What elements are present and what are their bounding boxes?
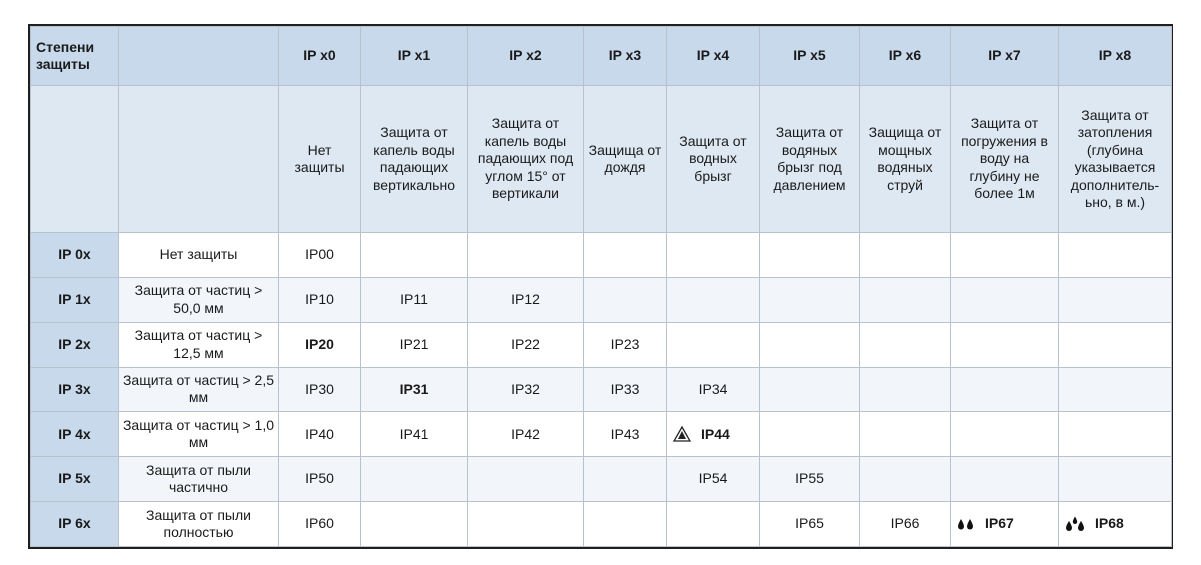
table-cell: IP22	[468, 322, 584, 367]
table-cell	[667, 322, 760, 367]
row-header: IP 2x	[31, 322, 119, 367]
blank-desc-cell	[119, 86, 279, 233]
row-header: IP 0x	[31, 233, 119, 278]
table-cell-highlight: IP20	[279, 322, 361, 367]
table-cell	[1059, 457, 1172, 502]
table-cell: IP21	[361, 322, 468, 367]
table-cell	[760, 367, 860, 412]
table-cell: IP30	[279, 367, 361, 412]
table-cell: IP66	[860, 502, 951, 547]
table-cell: IP65	[760, 502, 860, 547]
row-header: IP 4x	[31, 412, 119, 457]
table-row	[31, 367, 1172, 412]
table-cell	[1059, 412, 1172, 457]
table-cell	[760, 277, 860, 322]
table-cell	[1059, 277, 1172, 322]
col-header: IP x6	[860, 27, 951, 86]
table-cell-highlight	[1059, 502, 1172, 547]
table-cell: IP10	[279, 277, 361, 322]
cell-text: IP68	[1095, 515, 1124, 532]
table-cell	[1059, 322, 1172, 367]
table-cell	[361, 233, 468, 278]
col-description: Защища от мощных водяных струй	[860, 86, 951, 233]
cell-text: IP44	[701, 425, 730, 442]
table-cell	[951, 322, 1059, 367]
table-cell-highlight: IP31	[361, 367, 468, 412]
table-cell	[760, 322, 860, 367]
table-cell: IP00	[279, 233, 361, 278]
row-description: Защита от частиц > 50,0 мм	[119, 277, 279, 322]
row-description: Защита от пыли частично	[119, 457, 279, 502]
table-cell	[860, 367, 951, 412]
table-cell	[1059, 233, 1172, 278]
table-cell	[860, 457, 951, 502]
row-description: Защита от частиц > 12,5 мм	[119, 322, 279, 367]
table-cell: IP12	[468, 277, 584, 322]
col-description: Защища от дождя	[584, 86, 667, 233]
table-cell	[584, 233, 667, 278]
table-cell: IP60	[279, 502, 361, 547]
table-row	[31, 233, 1172, 278]
table-cell	[860, 322, 951, 367]
table-cell	[760, 412, 860, 457]
col-header: IP x2	[468, 27, 584, 86]
table-cell	[860, 412, 951, 457]
row-header: IP 5x	[31, 457, 119, 502]
table-cell: IP50	[279, 457, 361, 502]
row-header: IP 6x	[31, 502, 119, 547]
table-row	[31, 502, 1172, 547]
table-cell: IP42	[468, 412, 584, 457]
table-cell: IP54	[667, 457, 760, 502]
table-row	[31, 412, 1172, 457]
table-cell	[760, 233, 860, 278]
col-description: Защита от водяных брызг под давлением	[760, 86, 860, 233]
table-cell: IP55	[760, 457, 860, 502]
col-description: Защита от погружения в воду на глубину не более 1м	[951, 86, 1059, 233]
table-cell: IP40	[279, 412, 361, 457]
blank-header	[119, 27, 279, 86]
row-description: Защита от частиц > 2,5 мм	[119, 367, 279, 412]
table-cell: IP43	[584, 412, 667, 457]
col-header: IP x4	[667, 27, 760, 86]
water-drops-icon	[957, 517, 975, 531]
table-cell	[361, 502, 468, 547]
header-row	[31, 27, 1172, 86]
table-cell: IP11	[361, 277, 468, 322]
col-header: IP x8	[1059, 27, 1172, 86]
col-description: Нет защиты	[279, 86, 361, 233]
table-cell	[951, 457, 1059, 502]
table-cell: IP34	[667, 367, 760, 412]
ip-protection-table-frame	[28, 24, 1173, 549]
col-description: Защита от затопления (глубина указывается дополнитель-ьно, в м.)	[1059, 86, 1172, 233]
col-header: IP x3	[584, 27, 667, 86]
col-header: IP x7	[951, 27, 1059, 86]
table-cell: IP33	[584, 367, 667, 412]
table-cell	[468, 502, 584, 547]
water-drops-triple-icon	[1065, 516, 1085, 532]
table-row	[31, 277, 1172, 322]
table-cell	[951, 412, 1059, 457]
blank-desc-cell	[31, 86, 119, 233]
table-cell	[468, 457, 584, 502]
cell-text: IP67	[985, 515, 1014, 532]
row-header: IP 1x	[31, 277, 119, 322]
col-description: Защита от капель воды падающих под углом 15° от вертикали	[468, 86, 584, 233]
table-cell	[361, 457, 468, 502]
table-cell	[951, 277, 1059, 322]
col-description: Защита от водных брызг	[667, 86, 760, 233]
row-header: IP 3x	[31, 367, 119, 412]
table-cell	[667, 502, 760, 547]
table-cell: IP32	[468, 367, 584, 412]
col-description: Защита от капель воды падающих вертикально	[361, 86, 468, 233]
table-cell	[1059, 367, 1172, 412]
table-cell	[667, 277, 760, 322]
table-cell	[860, 277, 951, 322]
table-cell: IP23	[584, 322, 667, 367]
table-cell	[584, 457, 667, 502]
ip-protection-table	[30, 26, 1172, 547]
table-cell-highlight	[951, 502, 1059, 547]
table-cell	[584, 502, 667, 547]
table-cell	[667, 233, 760, 278]
row-description: Защита от пыли полностью	[119, 502, 279, 547]
col-header: IP x5	[760, 27, 860, 86]
table-cell	[951, 367, 1059, 412]
table-cell-highlight	[667, 412, 760, 457]
col-header: IP x0	[279, 27, 361, 86]
description-row	[31, 86, 1172, 233]
row-description: Нет защиты	[119, 233, 279, 278]
table-cell	[468, 233, 584, 278]
table-cell	[584, 277, 667, 322]
table-row	[31, 322, 1172, 367]
warning-triangle-icon	[673, 426, 691, 442]
table-cell: IP41	[361, 412, 468, 457]
col-header: IP x1	[361, 27, 468, 86]
table-row	[31, 457, 1172, 502]
table-cell	[860, 233, 951, 278]
row-description: Защита от частиц > 1,0 мм	[119, 412, 279, 457]
table-cell	[951, 233, 1059, 278]
corner-header: Степени защиты	[31, 27, 119, 86]
